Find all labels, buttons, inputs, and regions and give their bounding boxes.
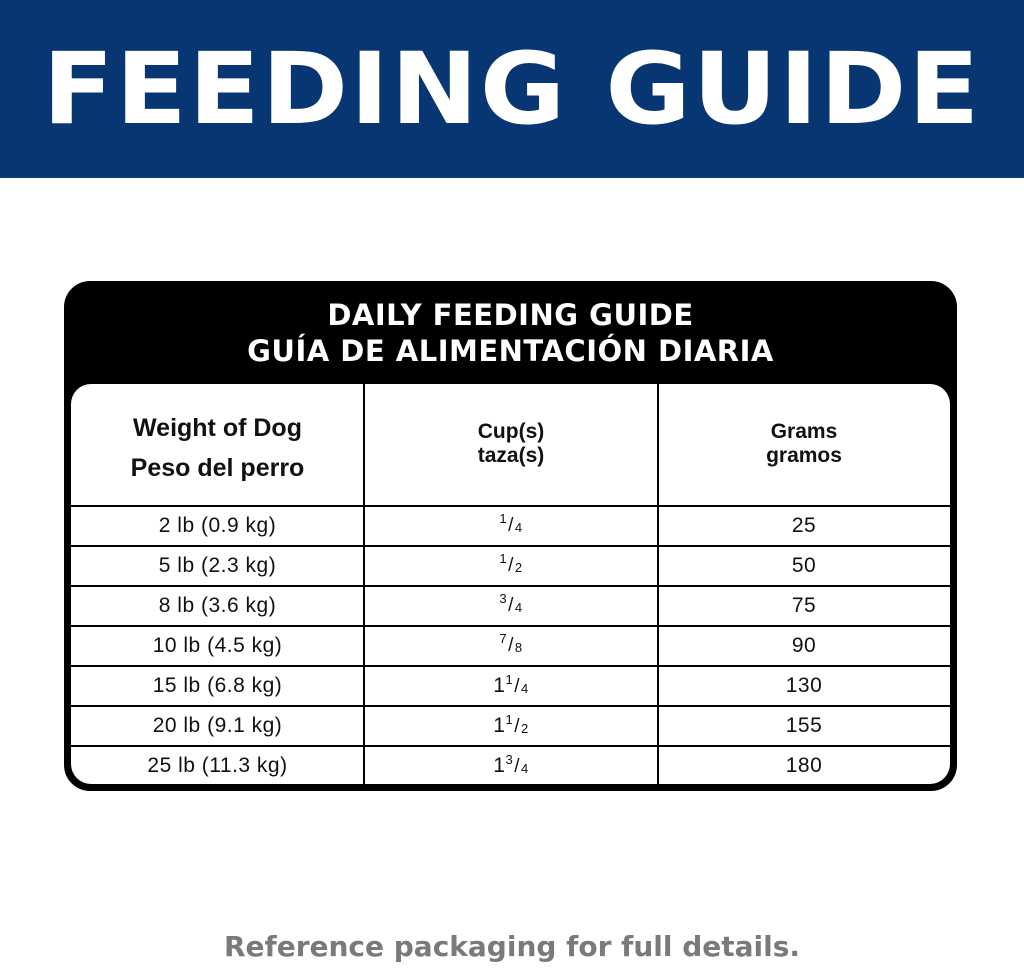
table-row [71,506,950,546]
cups-whole: 1 [493,754,506,777]
cups-fraction [493,714,528,738]
cups-numerator: 7 [499,631,508,646]
column-header-cups-es: taza(s) [477,444,545,467]
feeding-table [71,384,950,784]
table-title-spanish: GUÍA DE ALIMENTACIÓN DIARIA [247,334,774,368]
cups-cell [364,706,658,746]
column-header-weight [71,384,364,506]
fraction-slash: / [508,555,514,576]
column-header-weight-es: Peso del perro [130,454,305,482]
cups-numerator: 1 [499,551,508,566]
cups-numerator: 1 [505,672,514,687]
cups-numerator: 3 [505,752,514,767]
cups-cell [364,666,658,706]
table-row [71,666,950,706]
weight-cell: 25 lb (11.3 kg) [147,754,288,777]
table-row [71,746,950,784]
column-divider [363,384,365,784]
cups-denominator: 4 [514,520,523,535]
header-banner [0,0,1024,178]
cups-fraction [493,754,528,778]
cups-denominator: 2 [520,721,529,736]
weight-cell: 5 lb (2.3 kg) [158,554,277,577]
page-title: FEEDING GUIDE [42,31,982,147]
table-row [71,706,950,746]
fraction-slash: / [508,515,514,536]
cups-denominator: 4 [520,681,529,696]
cups-whole: 1 [493,714,506,737]
cups-fraction [499,631,523,657]
grams-cell: 130 [785,674,823,697]
cups-denominator: 2 [514,560,523,575]
column-header-cups [364,384,658,506]
weight-cell: 15 lb (6.8 kg) [152,674,283,697]
feeding-guide-table-card [64,281,957,791]
grams-cell: 75 [791,594,817,617]
fraction-slash: / [508,595,514,616]
table-row [71,546,950,586]
weight-cell: 20 lb (9.1 kg) [152,714,283,737]
weight-cell: 8 lb (3.6 kg) [158,594,277,617]
cups-denominator: 4 [520,761,529,776]
table-title [64,297,957,369]
weight-cell: 10 lb (4.5 kg) [152,634,283,657]
column-header-grams-es: gramos [766,444,842,467]
table-header-row [71,384,950,506]
column-divider [657,384,659,784]
column-header-weight-en: Weight of Dog [133,414,302,442]
grams-cell: 155 [785,714,823,737]
cups-numerator: 3 [499,591,508,606]
fraction-slash: / [514,676,520,697]
weight-cell: 2 lb (0.9 kg) [158,514,277,537]
cups-fraction [499,591,523,617]
table-title-english: DAILY FEEDING GUIDE [327,298,694,332]
cups-numerator: 1 [505,712,514,727]
cups-cell [364,586,658,626]
table-row [71,586,950,626]
column-header-cups-en: Cup(s) [477,420,545,443]
column-header-grams [658,384,950,506]
column-header-grams-en: Grams [770,420,838,443]
fraction-slash: / [508,635,514,656]
grams-cell: 50 [791,554,817,577]
cups-fraction [499,551,523,577]
cups-cell [364,546,658,586]
grams-cell: 180 [785,754,823,777]
cups-numerator: 1 [499,511,508,526]
cups-denominator: 8 [514,640,523,655]
cups-denominator: 4 [514,600,523,615]
grams-cell: 90 [791,634,817,657]
cups-cell [364,626,658,666]
cups-cell [364,506,658,546]
fraction-slash: / [514,716,520,737]
fraction-slash: / [514,756,520,777]
cups-fraction [499,511,523,537]
cups-whole: 1 [493,674,506,697]
cups-fraction [493,674,528,698]
table-row [71,626,950,666]
grams-cell: 25 [791,514,817,537]
footer-note: Reference packaging for full details. [223,930,801,963]
cups-cell [364,746,658,784]
